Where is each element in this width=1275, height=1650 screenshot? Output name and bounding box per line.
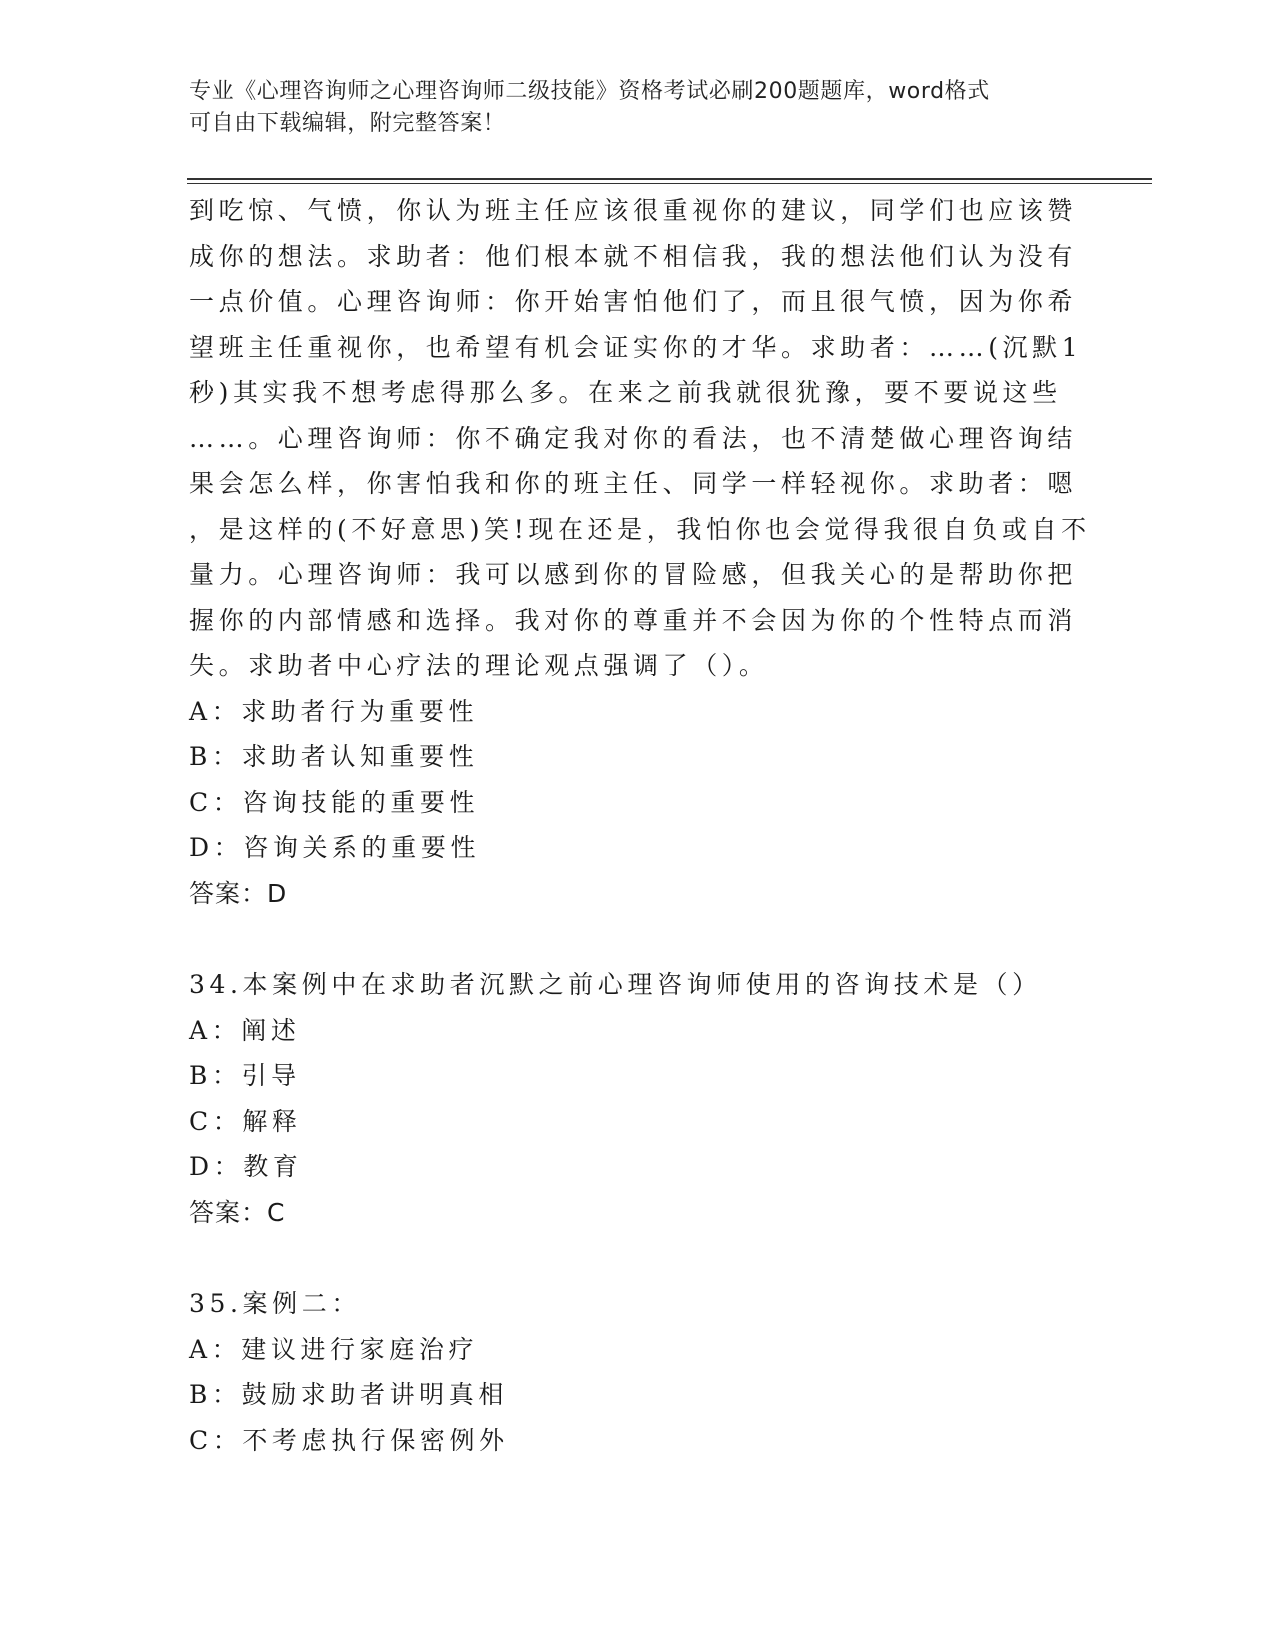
passage-line: 量力。心理咨询师：我可以感到你的冒险感，但我关心的是帮助你把	[189, 560, 1078, 589]
passage-line: 一点价值。心理咨询师：你开始害怕他们了，而且很气愤，因为你希	[189, 287, 1078, 316]
question-34-options	[189, 1008, 1084, 1190]
header-line-1: 专业《心理咨询师之心理咨询师二级技能》资格考试必刷200题题库，word格式	[189, 79, 990, 104]
option-a: A：阐述	[189, 1015, 301, 1045]
passage-line: 秒)其实我不想考虑得那么多。在来之前我就很犹豫，要不要说这些	[189, 378, 1062, 407]
document-body	[189, 188, 1091, 1463]
question-34-answer: 答案：C	[189, 1197, 286, 1227]
passage-line: 握你的内部情感和选择。我对你的尊重并不会因为你的个性特点而消	[189, 605, 1078, 635]
header-rule-thin	[187, 183, 1152, 184]
option-b: B：引导	[189, 1061, 301, 1090]
question-34-title: 34.本案例中在求助者沉默之前心理咨询师使用的咨询技术是（）	[189, 970, 1042, 999]
option-c: C：咨询技能的重要性	[189, 787, 480, 817]
passage-line: 望班主任重视你，也希望有机会证实你的才华。求助者：……(沉默1	[189, 332, 1083, 362]
passage-line: 到吃惊、气愤，你认为班主任应该很重视你的建议，同学们也应该赞	[189, 196, 1078, 225]
option-c: C：不考虑执行保密例外	[189, 1425, 509, 1455]
option-b: B：鼓励求助者讲明真相	[189, 1380, 508, 1409]
spacer	[189, 1235, 1084, 1281]
spacer	[189, 916, 1084, 962]
option-a: A：求助者行为重要性	[189, 696, 479, 726]
header-rule-thick	[187, 178, 1152, 180]
question-33-options	[189, 689, 1084, 871]
passage-line: 成你的想法。求助者：他们根本就不相信我，我的想法他们认为没有	[189, 241, 1078, 271]
option-d: D：教育	[189, 1152, 303, 1181]
passage-line: ，是这样的(不好意思)笑!现在还是，我怕你也会觉得我很自负或自不	[189, 514, 1091, 544]
question-35-title: 35.案例二：	[189, 1289, 361, 1318]
passage-line: 果会怎么样，你害怕我和你的班主任、同学一样轻视你。求助者：嗯	[189, 469, 1078, 498]
document-header	[189, 76, 1069, 140]
option-c: C：解释	[189, 1106, 302, 1136]
option-d: D：咨询关系的重要性	[189, 833, 481, 862]
question-35-options	[189, 1327, 1084, 1464]
passage-line: 失。求助者中心疗法的理论观点强调了（）。	[189, 651, 769, 680]
question-33-passage	[189, 188, 1091, 689]
header-line-2: 可自由下载编辑，附完整答案！	[189, 111, 506, 136]
option-a: A：建议进行家庭治疗	[189, 1334, 479, 1364]
question-33-answer: 答案：D	[189, 878, 288, 908]
passage-line: ……。心理咨询师：你不确定我对你的看法，也不清楚做心理咨询结	[189, 423, 1078, 453]
option-b: B：求助者认知重要性	[189, 742, 479, 771]
